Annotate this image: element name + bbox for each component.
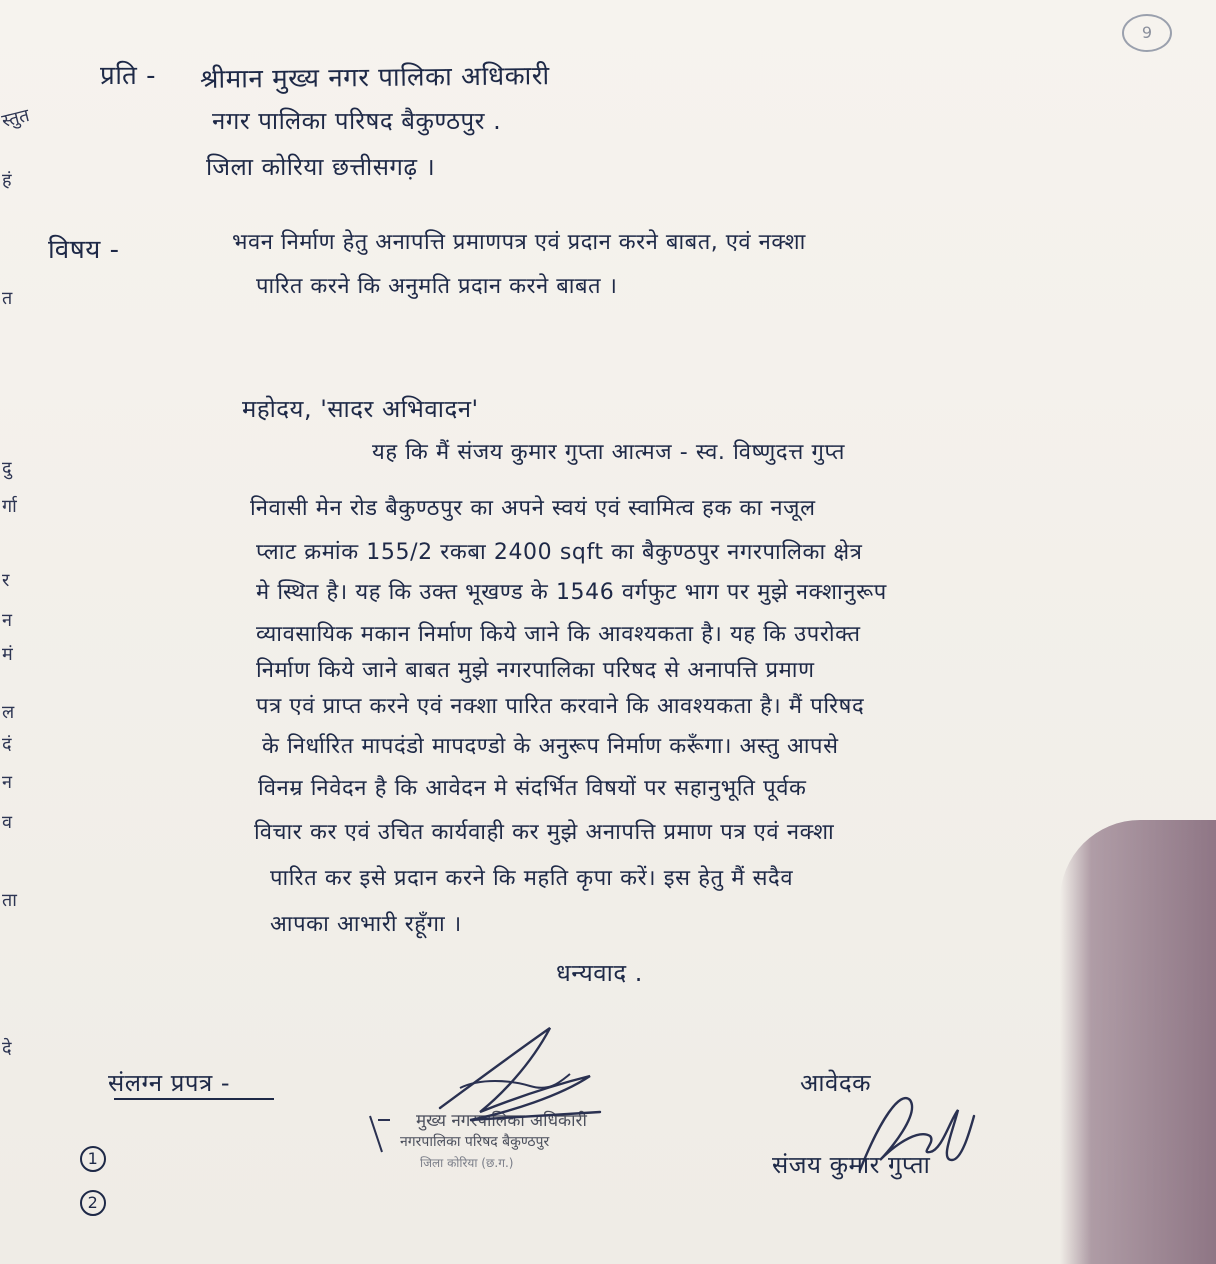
enclosure-underline — [114, 1098, 274, 1100]
margin-fragment: र — [2, 570, 10, 591]
body-line: विचार कर एवं उचित कार्यवाही कर मुझे अनापत्ति प्रमाण पत्र एवं नक्शा — [254, 820, 835, 845]
address-line-2: नगर पालिका परिषद बैकुण्ठपुर . — [212, 107, 502, 135]
enclosure-item: 2 — [80, 1190, 106, 1216]
body-line: के निर्धारित मापदंडो मापदण्डो के अनुरूप निर्माण करूँगा। अस्तु आपसे — [262, 734, 839, 759]
stamp-line-3: जिला कोरिया (छ.ग.) — [420, 1156, 514, 1170]
body-line: मे स्थित है। यह कि उक्त भूखण्ड के 1546 वर्गफुट भाग पर मुझे नक्शानुरूप — [256, 580, 887, 605]
officer-signature — [360, 1016, 640, 1156]
subject-line-2: पारित करने कि अनुमति प्रदान करने बाबत । — [256, 274, 618, 299]
margin-fragment: ल — [2, 702, 15, 723]
finger-shadow — [1060, 820, 1216, 1264]
body-line: निवासी मेन रोड बैकुण्ठपुर का अपने स्वयं एवं स्वामित्व हक का नजूल — [250, 496, 816, 521]
margin-fragment: त — [2, 288, 13, 309]
address-line-3: जिला कोरिया छत्तीसगढ़ । — [206, 153, 436, 181]
body-line: पत्र एवं प्राप्त करने एवं नक्शा पारित करवाने कि आवश्यकता है। मैं परिषद — [256, 694, 865, 719]
page-number: 9 — [1122, 14, 1172, 52]
margin-fragment: र्गा — [2, 496, 17, 517]
body-line: यह कि मैं संजय कुमार गुप्ता आत्मज - स्व. विष्णुदत्त गुप्त — [372, 440, 846, 465]
closing: धन्यवाद . — [556, 959, 643, 987]
stamp-line-1: मुख्य नगरपालिका अधिकारी — [416, 1111, 587, 1131]
margin-fragment: स्तुत — [0, 104, 32, 133]
address-prefix: प्रति - — [100, 61, 156, 91]
enclosure-label: संलग्न प्रपत्र - — [108, 1069, 231, 1097]
salutation: महोदय, 'सादर अभिवादन' — [242, 395, 479, 423]
applicant-label: आवेदक — [800, 1069, 872, 1097]
margin-fragment: हं — [2, 170, 12, 191]
margin-fragment: दे — [2, 1038, 12, 1059]
body-line: प्लाट क्रमांक 155/2 रकबा 2400 sqft का बैकुण्ठपुर नगरपालिका क्षेत्र — [256, 540, 863, 565]
margin-fragment: दं — [2, 734, 12, 755]
margin-fragment: न — [2, 610, 12, 631]
stamp-line-2: नगरपालिका परिषद बैकुण्ठपुर — [400, 1134, 550, 1150]
applicant-name: संजय कुमार गुप्ता — [772, 1151, 931, 1179]
body-line: विनम्र निवेदन है कि आवेदन मे संदर्भित विषयों पर सहानुभूति पूर्वक — [258, 776, 807, 801]
enclosure-item: 1 — [80, 1146, 106, 1172]
subject-line-1: भवन निर्माण हेतु अनापत्ति प्रमाणपत्र एवं प्रदान करने बाबत, एवं नक्शा — [232, 230, 806, 255]
margin-fragment: दु — [2, 458, 12, 479]
body-line: व्यावसायिक मकान निर्माण किये जाने कि आवश्यकता है। यह कि उपरोक्त — [256, 622, 861, 647]
body-line: निर्माण किये जाने बाबत मुझे नगरपालिका परिषद से अनापत्ति प्रमाण — [256, 658, 815, 683]
margin-fragments — [0, 80, 32, 1080]
subject-label: विषय - — [48, 235, 120, 265]
body-line: आपका आभारी रहूँगा । — [270, 912, 462, 937]
margin-fragment: मं — [2, 644, 13, 665]
address-line-1: श्रीमान मुख्य नगर पालिका अधिकारी — [199, 61, 550, 95]
body-line: पारित कर इसे प्रदान करने कि महति कृपा करें। इस हेतु मैं सदैव — [270, 866, 794, 891]
margin-fragment: व — [2, 812, 13, 833]
margin-fragment: ता — [2, 890, 17, 911]
margin-fragment: न — [2, 772, 12, 793]
